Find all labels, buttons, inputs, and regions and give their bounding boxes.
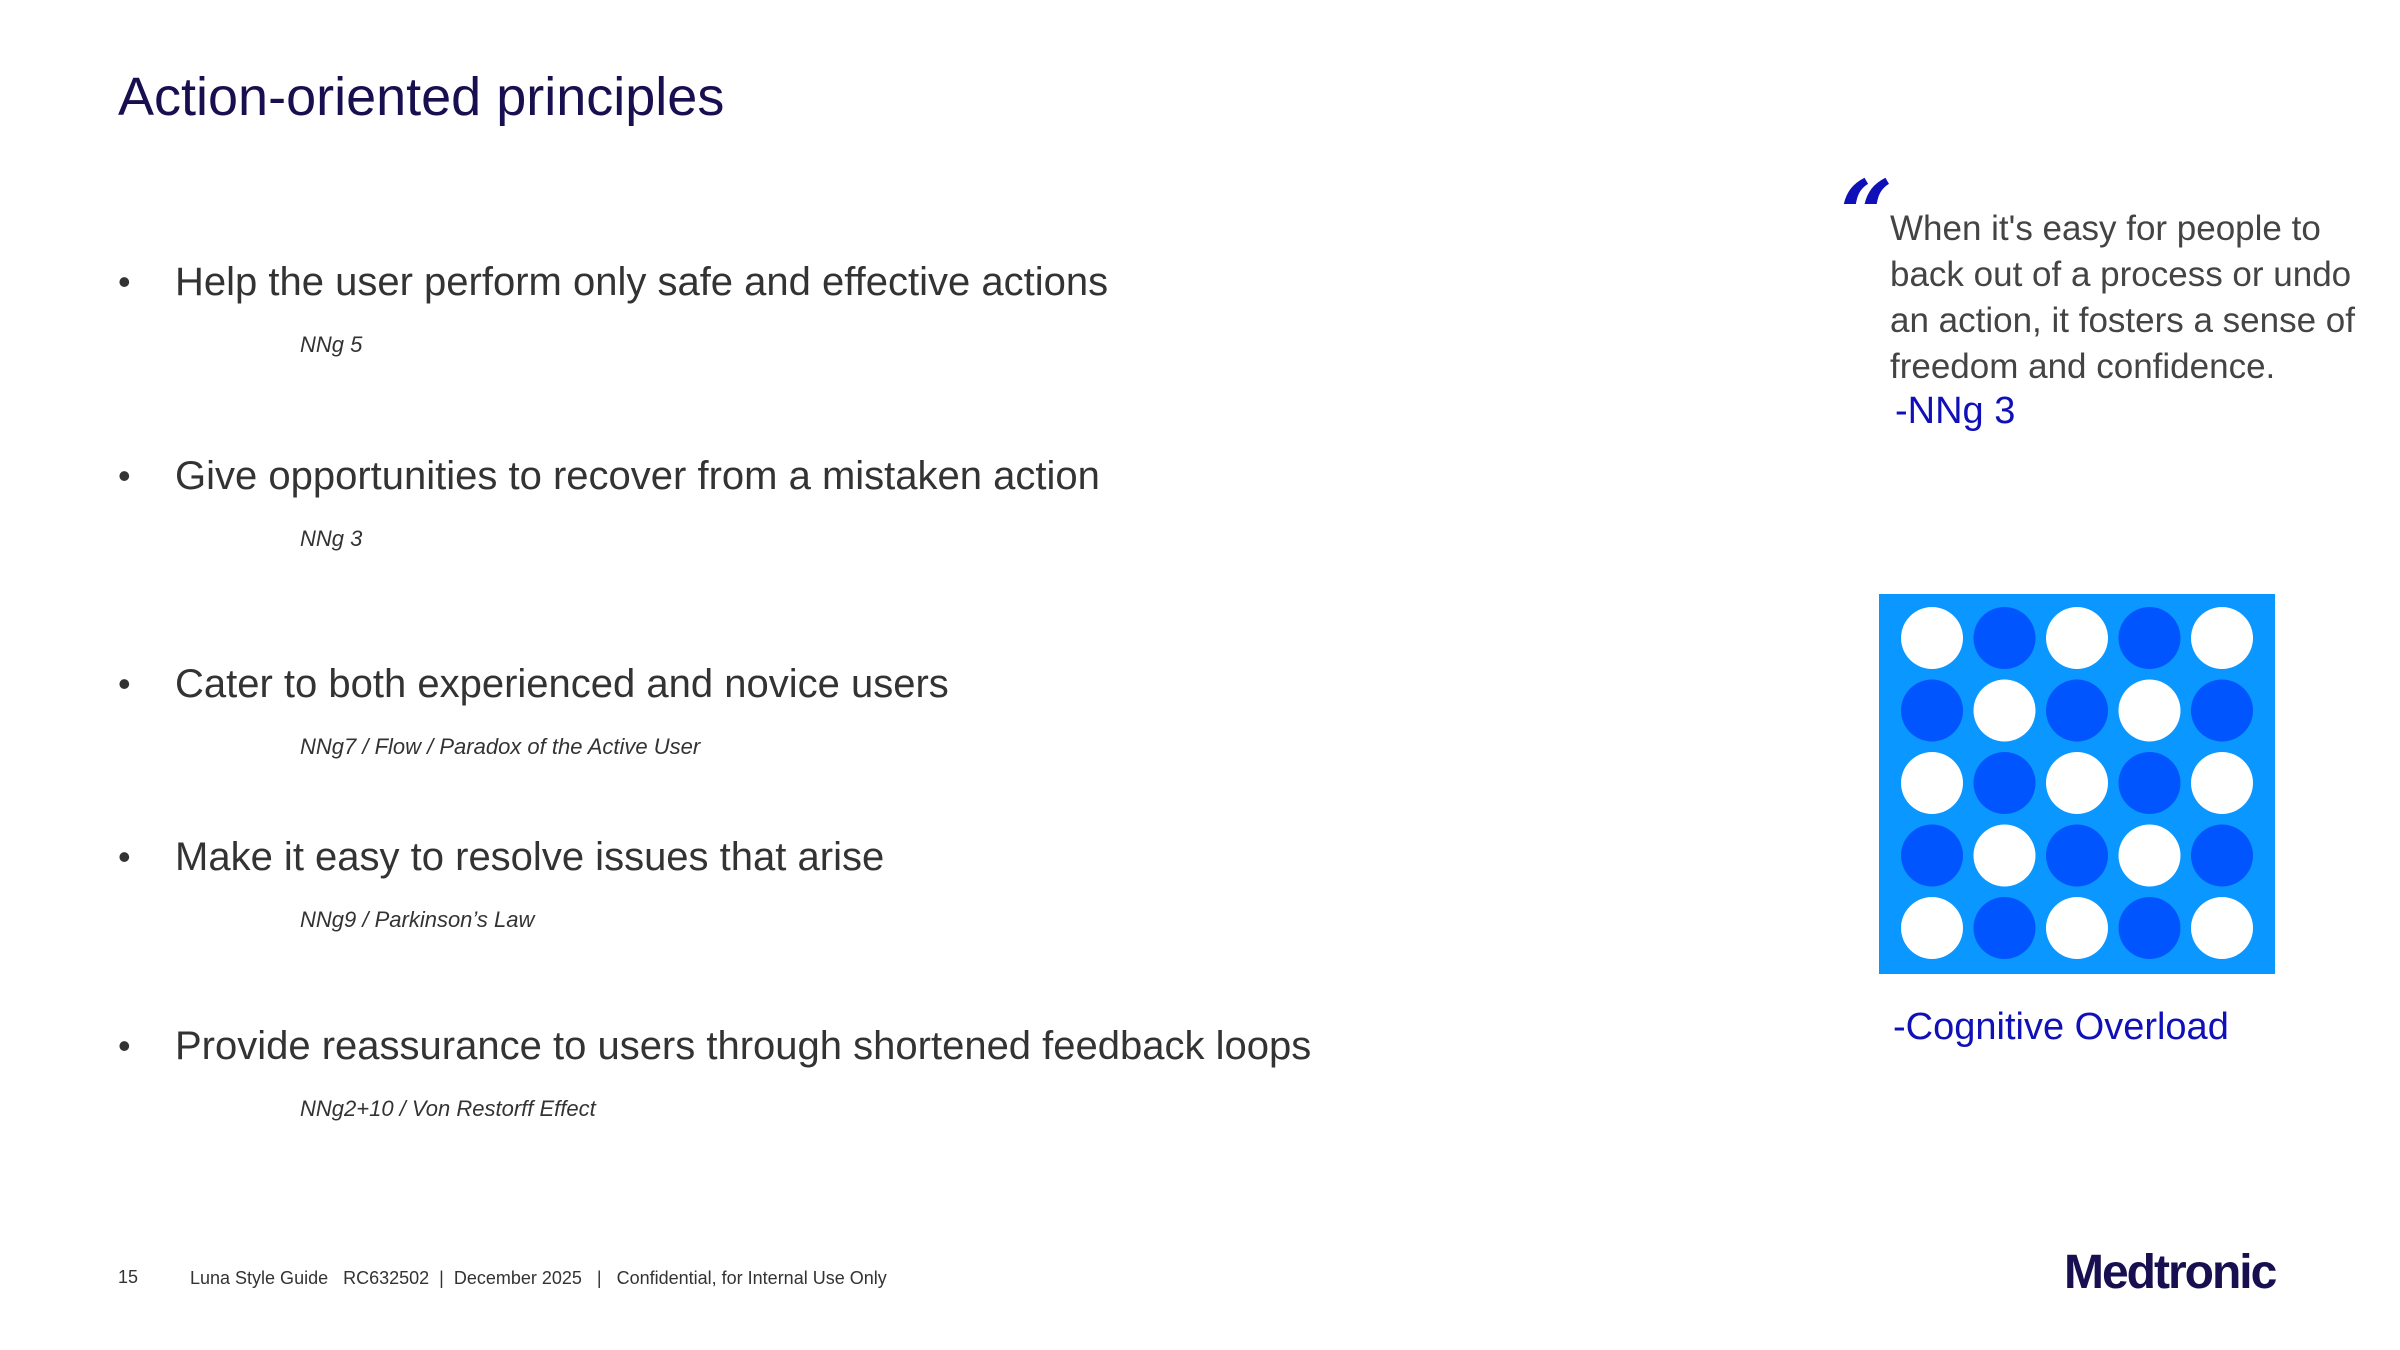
bullet-dot-icon: •	[118, 1025, 131, 1066]
grid-dot	[2046, 752, 2108, 814]
principle-reference: NNg2+10 / Von Restorff Effect	[300, 1096, 596, 1121]
footer-text: Luna Style Guide RC632502 | December 2025 | Confidential, for Internal Use Only	[190, 1268, 887, 1288]
grid-dot	[2046, 680, 2108, 742]
bullet-dot-icon: •	[118, 261, 131, 302]
grid-dot	[2191, 825, 2253, 887]
grid-dot	[1974, 680, 2036, 742]
page-title: Action-oriented principles	[118, 67, 725, 127]
grid-dot	[1974, 607, 2036, 669]
principle-reference: NNg9 / Parkinson’s Law	[300, 907, 535, 932]
grid-dot	[2119, 825, 2181, 887]
grid-dot	[2191, 897, 2253, 959]
page-number: 15	[118, 1267, 139, 1287]
grid-dot	[2119, 752, 2181, 814]
principle-reference: NNg 5	[300, 332, 363, 357]
grid-dot	[1901, 680, 1963, 742]
grid-dot	[1974, 825, 2036, 887]
dot-grid-svg	[1879, 594, 2275, 974]
image-caption: -Cognitive Overload	[1893, 1006, 2229, 1048]
quote-source: -NNg 3	[1895, 390, 2016, 432]
bullet-dot-icon: •	[118, 455, 131, 496]
principle-reference: NNg 3	[300, 526, 363, 551]
grid-dot	[1901, 897, 1963, 959]
grid-dot	[2119, 897, 2181, 959]
grid-dot	[2119, 607, 2181, 669]
principle-text: Give opportunities to recover from a mistaken action	[175, 454, 1100, 498]
grid-dot	[2046, 897, 2108, 959]
grid-dot	[1974, 897, 2036, 959]
grid-dot	[2119, 680, 2181, 742]
grid-dot	[1901, 752, 1963, 814]
principle-text: Make it easy to resolve issues that arise	[175, 835, 885, 879]
dot-grid-illustration	[1879, 594, 2275, 974]
grid-dot	[2191, 607, 2253, 669]
quote-text: When it's easy for people to back out of a process or undo an action, it fosters a sense of freedom and confidence.	[1890, 209, 2355, 386]
grid-dot	[2046, 825, 2108, 887]
principle-text: Help the user perform only safe and effective actions	[175, 260, 1109, 304]
grid-dot	[1901, 607, 1963, 669]
bullet-dot-icon: •	[118, 836, 131, 877]
grid-dot	[2046, 607, 2108, 669]
principle-reference: NNg7 / Flow / Paradox of the Active User	[300, 734, 701, 759]
grid-dot	[2191, 680, 2253, 742]
principle-text: Cater to both experienced and novice users	[175, 662, 949, 706]
quote-mark-icon: “	[1840, 160, 1893, 268]
principle-text: Provide reassurance to users through shortened feedback loops	[175, 1024, 1312, 1068]
grid-dot	[2191, 752, 2253, 814]
bullet-dot-icon: •	[118, 663, 131, 704]
grid-dot	[1901, 825, 1963, 887]
medtronic-logo: Medtronic	[2064, 1246, 2276, 1299]
grid-dot	[1974, 752, 2036, 814]
